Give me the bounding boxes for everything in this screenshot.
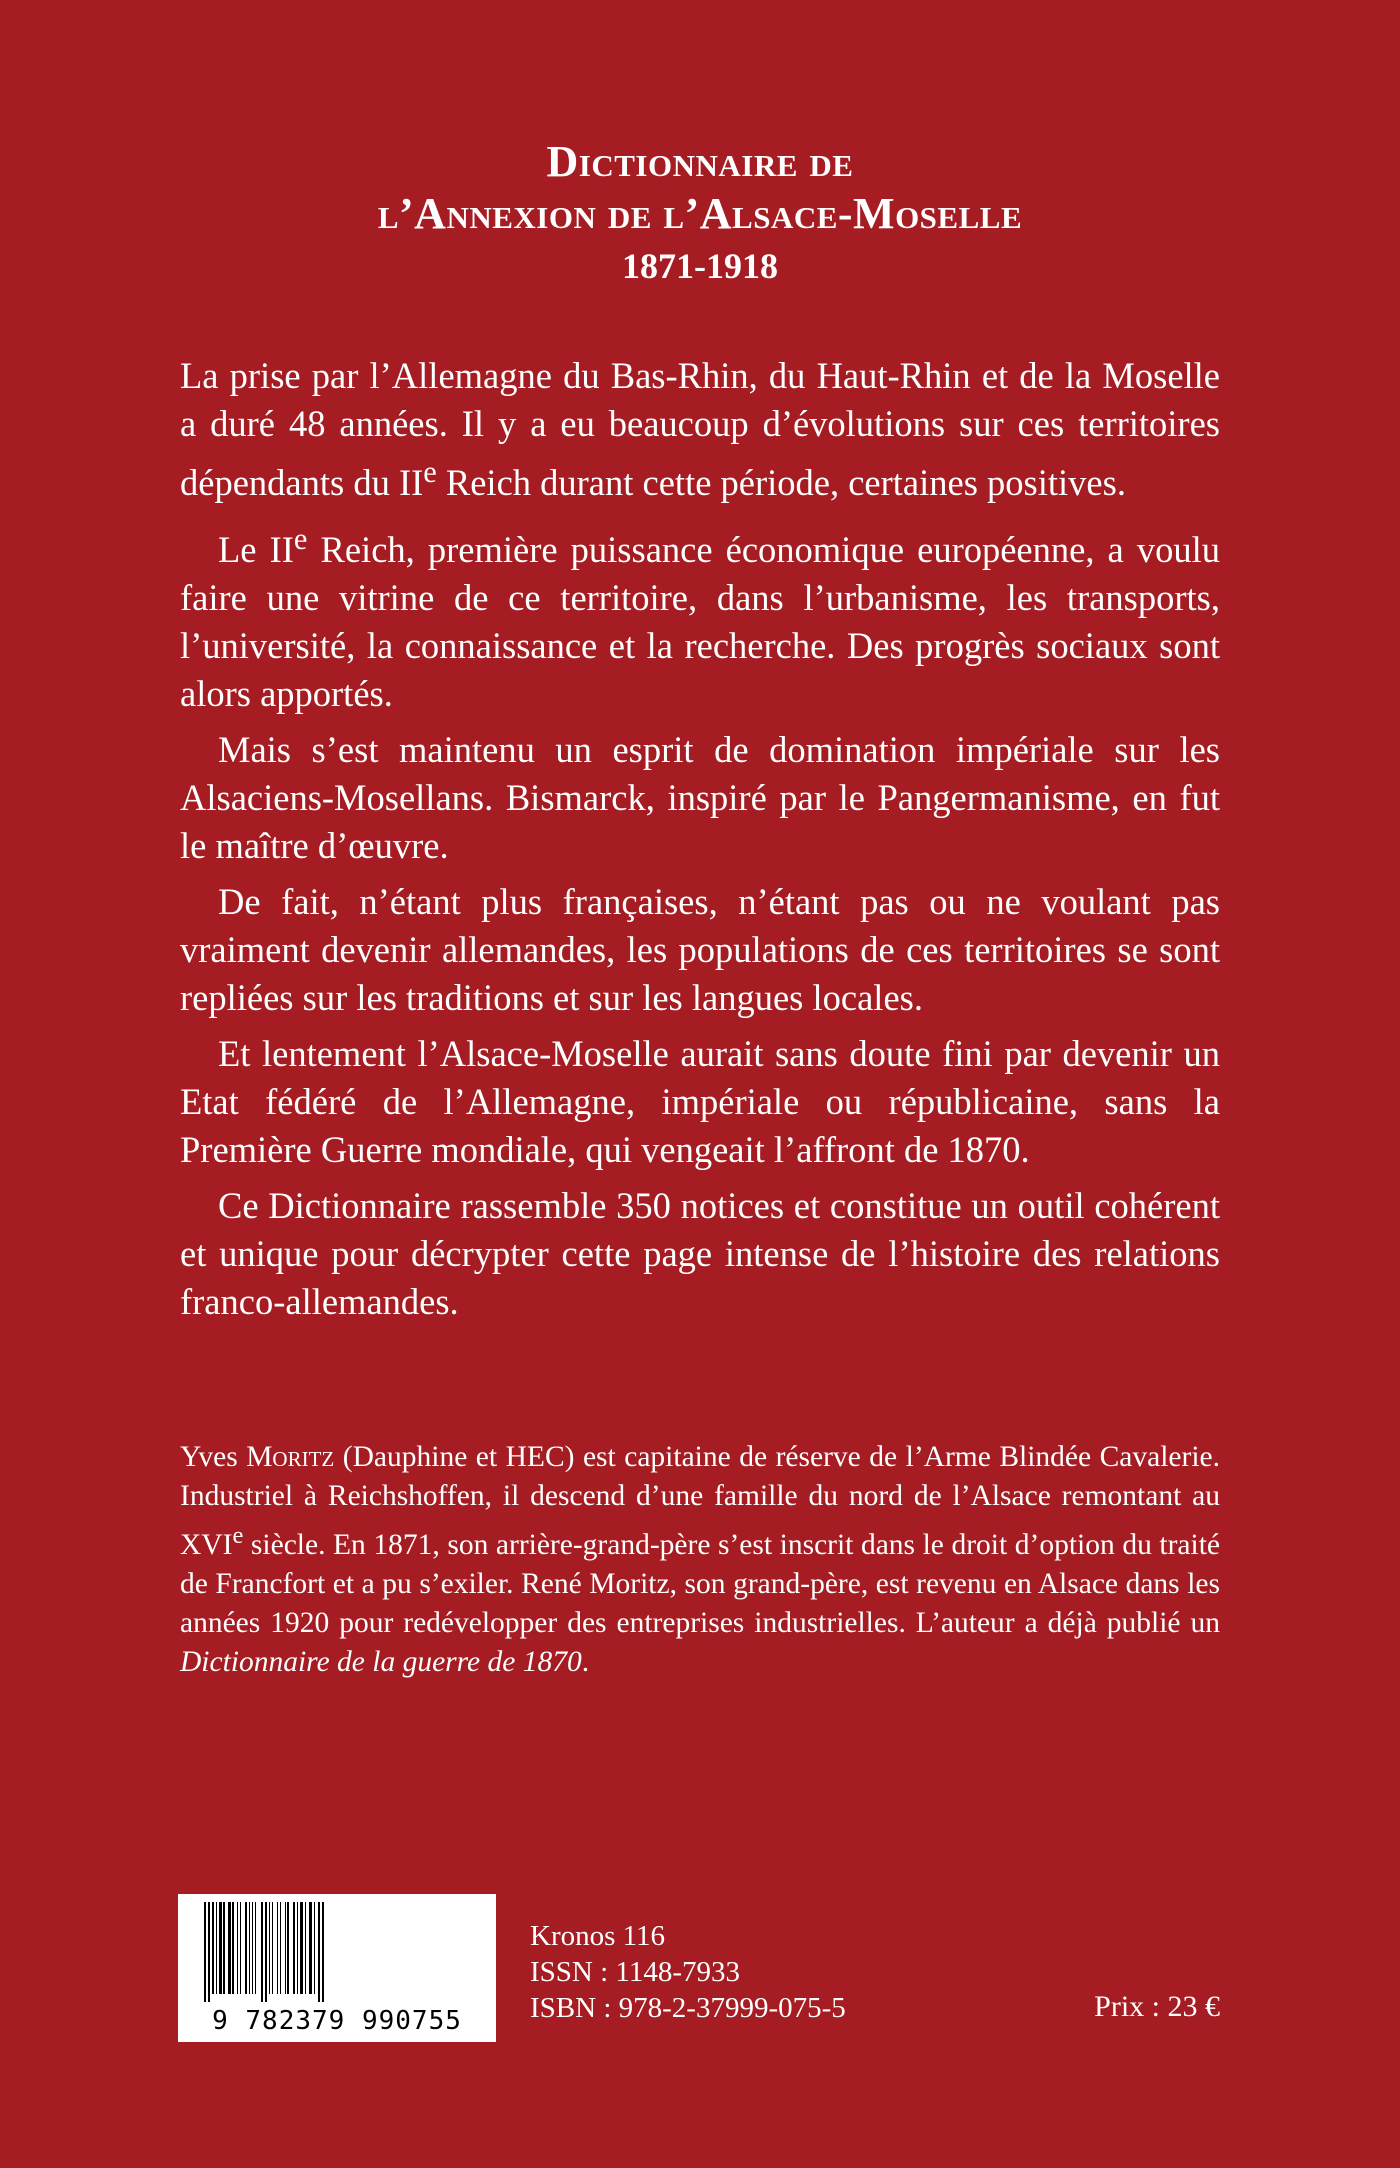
title-line-1: Dictionnaire de (546, 137, 854, 186)
barcode-bar (212, 1902, 214, 1994)
barcode-bar (269, 1902, 270, 1994)
author-surname: Moritz (246, 1441, 335, 1473)
barcode-bar (228, 1902, 231, 1994)
book-reference: Dictionnaire de la guerre de 1870 (180, 1645, 582, 1678)
barcode-bar (261, 1902, 263, 2002)
paragraph: Et lentement l’Alsace-Moselle aurait sans doute fini par devenir un Etat fédéré de l’Allemagne, impériale ou républicaine, sans la Première Guerre mondiale, qui vengeait l’affront de 1870. (180, 1033, 1220, 1171)
barcode-bars (182, 1898, 492, 2006)
paragraph: Le IIe Reich, première puissance économique européenne, a voulu faire une vitrine de ce territoire, dans l’urbanisme, les transports, l’université, la connaissance et la recherche. Des progrès sociaux sont alors apportés. (180, 522, 1220, 715)
issn-label: ISSN : 1148-7933 (530, 1956, 740, 1988)
barcode-bar (249, 1902, 250, 1994)
title-line-2: l’Annexion de l’Alsace-Moselle (377, 189, 1023, 238)
barcode-bar (204, 1902, 206, 2002)
summary-text (180, 352, 1220, 1334)
barcode-bar (318, 1902, 320, 2002)
barcode-bar (208, 1902, 210, 2002)
barcode-bar (305, 1902, 306, 1994)
barcode-bar (300, 1902, 303, 1994)
barcode-bar (216, 1902, 217, 1994)
barcode-number: 9 782379 990755 (212, 2006, 462, 2036)
paragraph: La prise par l’Allemagne du Bas-Rhin, du Haut-Rhin et de la Moselle a duré 48 années. Il y a eu beaucoup d’évolutions sur ces territoires dépendants du IIe Reich durant cette période, certaines positives. (180, 355, 1220, 504)
barcode-bar (219, 1902, 222, 1994)
barcode-bar (285, 1902, 286, 1994)
barcode-bar (255, 1902, 256, 1994)
collection-label: Kronos 116 (530, 1920, 666, 1952)
barcode-bar (272, 1902, 273, 1994)
barcode-bar (237, 1902, 238, 1994)
barcode-bar (245, 1902, 247, 1994)
price-label: Prix : 23 € (1094, 1990, 1220, 2023)
author-bio: Yves Moritz (Dauphine et HEC) est capitaine de réserve de l’Arme Blindée Cavalerie. Industriel à Reichshoffen, il descend d’une famille du nord de l’Alsace remontant au XVIe siècle. En 1871, son arrière-grand-père s’est inscrit dans le droit d’option du traité de Francfort et a pu s’exiler. René Moritz, son grand-père, est revenu en Alsace dans les années 1920 pour redévelopper des entreprises industrielles. L’auteur a déjà publié un Dictionnaire de la guerre de 1870. (180, 1441, 1220, 1678)
barcode-bar (309, 1902, 312, 1994)
paragraph: Mais s’est maintenu un esprit de domination impériale sur les Alsaciens-Mosellans. Bismarck, inspiré par le Pangermanisme, en fut le maître d’œuvre. (180, 729, 1220, 867)
barcode-bar (265, 1902, 267, 2002)
paragraph: De fait, n’étant plus françaises, n’étant pas ou ne voulant pas vraiment devenir allemandes, les populations de ces territoires se sont repliées sur les traditions et sur les langues locales. (180, 881, 1220, 1019)
barcode-bar (293, 1902, 295, 1994)
barcode-bar (322, 1902, 324, 2002)
barcode-bar (252, 1902, 253, 1994)
isbn-label: ISBN : 978-2-37999-075-5 (530, 1992, 846, 2024)
barcode-bar (223, 1902, 225, 1994)
barcode-bar (314, 1902, 315, 1994)
barcode-bar (280, 1902, 281, 1994)
barcode-bar (240, 1902, 241, 1994)
barcode-bar (277, 1902, 278, 1994)
barcode-bar (232, 1902, 234, 1994)
title-years: 1871-1918 (622, 246, 778, 286)
publication-info (530, 1918, 846, 2026)
barcode-bar (297, 1902, 298, 1994)
paragraph: Ce Dictionnaire rassemble 350 notices et constitue un outil cohérent et unique pour décrypter cette page intense de l’histoire des relations franco-allemandes. (180, 1185, 1220, 1323)
barcode (178, 1894, 496, 2042)
book-title (0, 136, 1400, 292)
barcode-bar (287, 1902, 289, 1994)
